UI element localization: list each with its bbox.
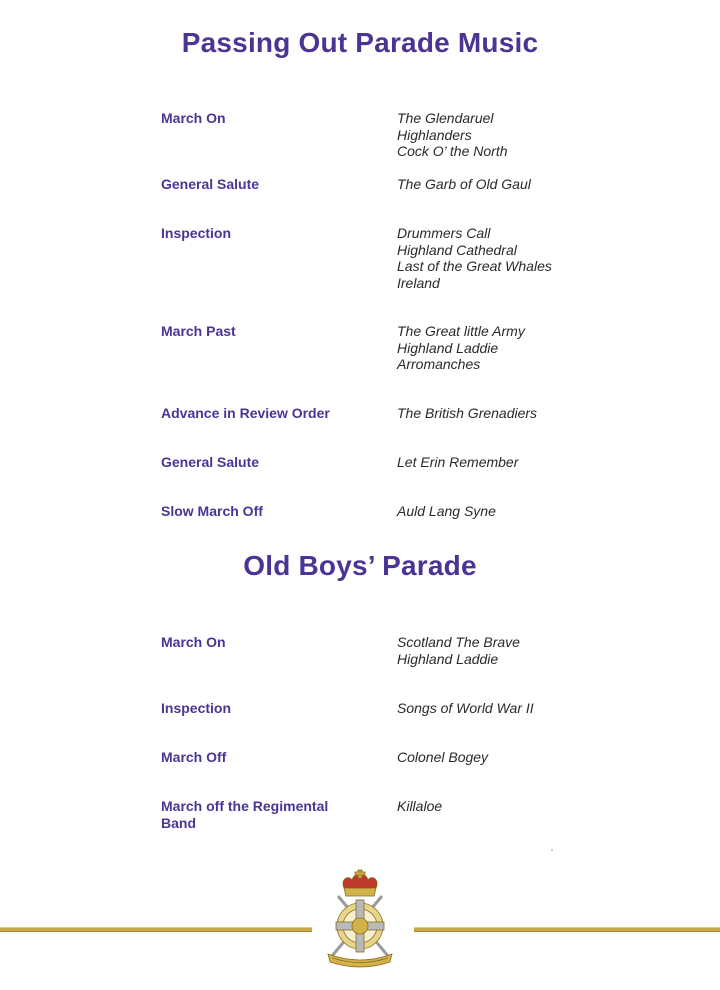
item-label: General Salute [161, 176, 260, 192]
item-label: March off the Regimental Band [161, 798, 329, 831]
tune-list [397, 798, 657, 815]
tune: Killaloe [397, 798, 443, 814]
tune: Colonel Bogey [397, 749, 489, 765]
tune: Ireland [397, 274, 440, 291]
item-label: March On [161, 634, 226, 650]
tune-list [397, 749, 657, 766]
item-label: March Past [161, 323, 236, 339]
tune: The Glendaruel [397, 110, 494, 126]
section-title: Passing Out Parade Music [181, 27, 539, 58]
tune-list [397, 323, 657, 373]
tune: Drummers Call [397, 225, 491, 241]
item-label: Inspection [161, 225, 232, 241]
item-label: Slow March Off [161, 503, 263, 519]
tune-list [397, 634, 657, 667]
tune-list [397, 503, 657, 520]
tune: The British Grenadiers [397, 405, 538, 421]
item-label: Inspection [161, 700, 232, 716]
item-label: Advance in Review Order [161, 405, 330, 421]
tune: Let Erin Remember [397, 454, 519, 470]
gold-rule-right [414, 927, 720, 932]
tune-list [397, 225, 657, 291]
tune: Highland Laddie [397, 650, 499, 667]
gold-rule-left [0, 927, 312, 932]
regimental-crest-icon [318, 866, 402, 974]
tune: The Garb of Old Gaul [397, 176, 531, 192]
section-title: Old Boys’ Parade [243, 550, 477, 581]
tune: Highland Laddie [397, 339, 499, 356]
tune-list [397, 110, 657, 160]
tune: The Great little Army [397, 323, 525, 339]
paper-speck [551, 849, 553, 851]
tune: Arromanches [397, 356, 481, 372]
tune: Highland Cathedral [397, 241, 517, 258]
tune-list [397, 405, 657, 422]
tune: Cock O’ the North [397, 143, 508, 159]
tune: Songs of World War II [397, 700, 534, 716]
tune-list [397, 176, 657, 193]
item-label: General Salute [161, 454, 260, 470]
item-label: March Off [161, 749, 227, 765]
tune: Last of the Great Whales [397, 258, 552, 274]
tune: Auld Lang Syne [397, 503, 496, 519]
tune: Scotland The Brave [397, 634, 520, 650]
tune-list [397, 454, 657, 471]
item-label: March On [161, 110, 226, 126]
tune: Highlanders [397, 126, 472, 143]
tune-list [397, 700, 657, 717]
